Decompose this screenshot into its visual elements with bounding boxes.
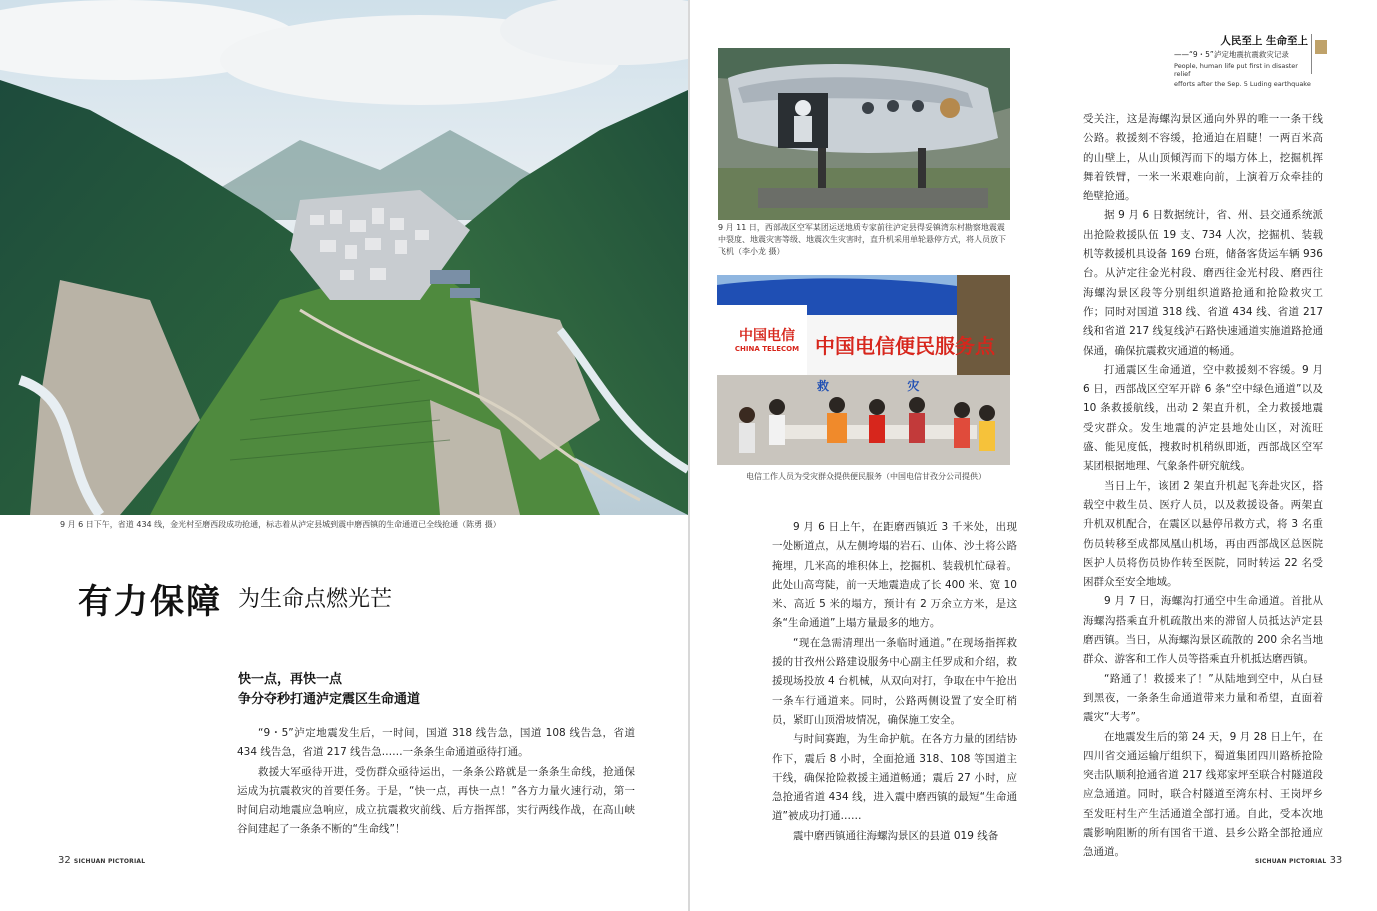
magazine-name: SICHUAN PICTORIAL	[73, 858, 146, 865]
paragraph: “路通了！救援来了！”从陆地到空中，从白昼到黑夜，一条条生命通道带来力量和希望，直面着震灾“大考”。	[1083, 672, 1323, 724]
paragraph: 受关注，这是海螺沟景区通向外界的唯一一条干线公路。救援刻不容缓，抢通迫在眉睫！一两百米高的山壁上，从山顶倾泻而下的塌方体上，挖掘机挥舞着铁臂，一米一米艰难向前，上演着万众牵挂的绝壁抢通。	[1083, 113, 1323, 203]
paragraph: 打通震区生命通道，空中救援刻不容缓。9 月 6 日，西部战区空军开辟 6 条“空中绿色通道”以及 10 条救援航线，出动 2 架直升机，全力救援地震受灾群众。发生地震的泸定县地处山区，对流旺盛、能见度低，搜救时机稍纵即逝，西部战区空军某团根据地理、气象条件研究航线。	[1083, 363, 1323, 473]
rescue-sign-char-2: 灾	[907, 379, 920, 393]
helicopter-rescue-photo	[718, 48, 1010, 220]
paragraph: 当日上午，该团 2 架直升机起飞奔赴灾区，搭载空中救生员、医疗人员，以及救援设备。两架直升机双机配合，在震区以悬停吊救方式，将 3 名重伤员转移至成都凤凰山机场，再由西部战区总医院医护人员将伤员协作转至医院，同时转运 22 名受困群众至安全地域。	[1083, 479, 1323, 589]
running-header	[1174, 33, 1314, 88]
article-title: 有力保障	[78, 582, 222, 622]
rescue-sign	[817, 377, 919, 394]
middle-column-text	[772, 518, 1017, 846]
helicopter-photo-caption: 9 月 11 日，西部战区空军某团运送地质专家前往泸定县得妥镇湾东村勘察地震震中裂度、地震灾害等级、地震次生灾害时，直升机采用单轮悬停方式，将人员放下飞机（李小龙 摄）	[718, 223, 1006, 256]
section-heading-line-1: 快一点，再快一点	[238, 672, 343, 687]
valley-photo-caption: 9 月 6 日下午，省道 434 线，金光村至磨西段成功抢通，标志着从泸定县城到震中磨西镇的生命通道已全线抢通（陈勇 摄）	[60, 520, 501, 529]
right-page	[690, 0, 1377, 911]
paragraph: 与时间赛跑，为生命护航。在各方力量的团结协作下，震后 8 小时，全面抢通 318、108 等国道主干线，确保抢险救援主通道畅通；震后 27 小时，应急抢通省道 434 线，进入震中磨西镇的最短“生命通道”被成功打通……	[772, 733, 1017, 823]
page-folio-left	[58, 855, 145, 866]
telecom-service-tent-photo	[717, 275, 1010, 465]
paragraph: 9 月 6 日上午，在距磨西镇近 3 千米处，出现一处断道点，从左侧垮塌的岩石、山体、沙土将公路掩埋，几米高的堆积体上，挖掘机、装载机忙碌着。此处山高弯陡，前一天地震造成了长 400 米、宽 10 米、高近 5 米的塌方，预计有 2 万余立方米，是这条“生命通道”上塌方量最多的地方。	[772, 521, 1017, 630]
valley-town-aerial-photo	[0, 0, 688, 515]
left-body-text	[237, 724, 635, 840]
page-number: 32	[58, 855, 71, 866]
telecom-logo	[725, 325, 809, 353]
paragraph: 震中磨西镇通往海螺沟景区的县道 019 线备	[793, 829, 999, 842]
telecom-brand-cn: 中国电信	[739, 328, 795, 344]
running-header-english-1: People, human life put first in disaster relief	[1174, 62, 1298, 78]
running-header-subtitle: ——“9・5”泸定地震抗震救灾记录	[1174, 50, 1289, 59]
paragraph: “现在急需清理出一条临时通道。”在现场指挥救援的甘孜州公路建设服务中心副主任罗成和介绍，救援现场投放 4 台机械，从双向对打，争取在中午抢出一条车行通道来。同时，公路两侧设置了安全盯梢员，紧盯山顶滑坡情况，确保施工安全。	[772, 636, 1017, 726]
page-folio-right	[1255, 855, 1342, 866]
running-header-english-2: efforts after the Sep. 5 Luding earthquake	[1174, 80, 1311, 88]
section-heading-line-2: 争分夺秒打通泸定震区生命通道	[238, 692, 421, 707]
paragraph: 9 月 7 日，海螺沟打通空中生命通道。首批从海螺沟搭乘直升机疏散出来的滞留人员抵达泸定县磨西镇。当日，从海螺沟景区疏散的 200 余名当地群众、游客和工作人员等搭乘直升机抵达磨西镇。	[1083, 595, 1323, 666]
running-header-title: 人民至上 生命至上	[1220, 35, 1308, 47]
right-column-text	[1083, 110, 1323, 863]
paragraph: 据 9 月 6 日数据统计，省、州、县交通系统派出抢险救援队伍 19 支、734 人次，挖掘机、装载机等救援机具设备 169 台班，储备客货运车辆 936 台。从泸定往金光村段、磨西往金光村段、磨西往海螺沟景区段等分别组织道路抢通和抢险救灾工作；同时对国道 318 线、省道 434 线、省道 217 线和省道 217 线复线泸石路快速通道实施道路抢通保通，确保抗震救灾通道的畅通。	[1083, 209, 1323, 357]
paragraph: 在地震发生后的第 24 天，9 月 28 日上午，在四川省交通运输厅组织下，蜀道集团四川路桥抢险突击队顺利抢通省道 217 线郑家坪至联合村隧道段应急通道。同时，联合村隧道至湾东村、王岗坪乡至发旺村生产生活通道全部打通。自此，受本次地震影响阻断的所有国省干道、县乡公路全部抢通应急通道。	[1083, 730, 1323, 859]
magazine-name: SICHUAN PICTORIAL	[1255, 858, 1327, 865]
header-seal-stamp	[1315, 40, 1327, 54]
telecom-brand-en: CHINA TELECOM	[734, 345, 800, 353]
paragraph: “9・5”泸定地震发生后，一时间，国道 318 线告急，国道 108 线告急，省道 434 线告急，省道 217 线告急……一条条生命通道亟待打通。	[237, 727, 635, 759]
service-point-banner: 中国电信便民服务点	[815, 334, 995, 358]
page-number: 33	[1329, 855, 1343, 866]
article-subtitle: 为生命点燃光芒	[238, 587, 393, 612]
paragraph: 救援大军亟待开进，受伤群众亟待运出，一条条公路就是一条条生命线，抢通保运成为抗震救灾的首要任务。于是，“快一点，再快一点！”各方力量火速行动，第一时间启动地震应急响应，成立抗震救灾前线、后方指挥部，实行两线作战，在高山峡谷间建起了一条条不断的“生命线”！	[237, 765, 635, 836]
rescue-sign-char-1: 救	[817, 379, 830, 393]
tent-photo-caption: 电信工作人员为受灾群众提供便民服务（中国电信甘孜分公司提供）	[746, 472, 986, 481]
left-page	[0, 0, 688, 911]
